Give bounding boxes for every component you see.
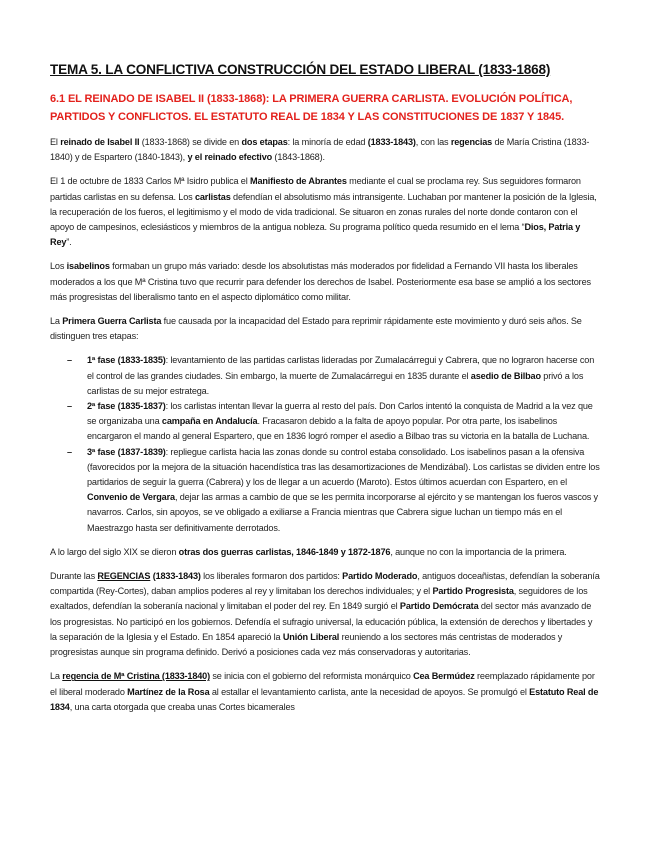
text-run: : la minoría de edad — [287, 137, 368, 147]
text-run: , una carta otorgada que creaba unas Cortes bicamerales — [69, 701, 295, 712]
bold-term: y el reinado efectivo — [187, 152, 273, 163]
text-run: del sector más avanzado de los progresistas. No participó en los gobiernos. Defendía el sufragio universal, la educación pública, la extensión de derechos y libertades y la separación de la Iglesia y el Estado. En 1854 apareció la — [50, 601, 593, 642]
bold-term: carlistas — [194, 191, 231, 202]
bold-term: 1ª fase (1833-1835) — [87, 355, 166, 366]
bold-term: Martínez de la Rosa — [127, 686, 210, 697]
paragraph-isabelinos — [50, 259, 601, 305]
text-run: : repliegue carlista hacia las zonas donde su control estaba consolidado. Los isabelinos pasan a la ofensiva (favorecidos por la mejora de la situación hacendística tras las desamortizaciones de Mendizábal). Los carlistas se dividen entre los partidarios de seguir la guerra (Cabrera) y los de llegar a un acuerdo (Maroto). Estos últimos acuerdan con Espartero, en el — [87, 446, 600, 488]
bold-term: reinado de Isabel II — [60, 137, 140, 147]
dash-bullet: – — [67, 446, 72, 457]
text-run: , dejar las armas a cambio de que se les permita incorporarse al ejército y se mantengan los fueros vascos y navarros. Carlos, sin apoyos, se ve obligado a exiliarse a Francia mientras que Cabrera sigue luchan un tiempo más en el Maestrazgo hasta ser definitivamente derrotados. — [87, 492, 598, 533]
bold-term: Dios, Patria y Rey — [50, 222, 581, 248]
text-run: El 1 de octubre de 1833 Carlos Mª Isidro publica el — [50, 176, 250, 187]
bold-term: otras dos guerras carlistas, 1846-1849 y 1872-1876 — [178, 546, 391, 557]
text-run: (1843-1868). — [272, 152, 325, 163]
underlined-term: regencia de Mª Cristina (1833-1840) — [62, 671, 210, 682]
text-run: , con las — [415, 137, 451, 147]
text-run: se inicia con el gobierno del reformista monárquico — [210, 671, 414, 682]
bold-term: 2ª fase (1835-1837) — [87, 401, 166, 412]
bold-term: (1833-1843) — [367, 137, 416, 147]
text-run: , seguidores de los exaltados, defendían la soberanía nacional y limitaban el poder del rey. En 1849 surgió el — [50, 586, 588, 612]
text-run: , aunque no con la importancia de la primera. — [390, 546, 567, 557]
bold-term: asedio de Bilbao — [470, 370, 541, 381]
bold-term: Unión Liberal — [282, 631, 340, 642]
bold-term: Manifiesto de Abrantes — [250, 176, 347, 187]
bold-term: Cea Bermúdez — [413, 671, 475, 682]
text-run: mediante el cual se proclama rey. Sus seguidores formaron partidas carlistas en su defensa. Los — [50, 176, 581, 202]
text-run: : los carlistas intentan llevar la guerra al resto del país. Don Carlos intentó la conquista de Madrid a la vez que se organizaba una — [87, 401, 593, 427]
underlined-term: REGENCIAS — [97, 571, 151, 582]
text-run: los liberales formaron dos partidos: — [200, 571, 343, 582]
paragraph-carlists — [50, 174, 601, 250]
text-run: La — [50, 316, 63, 327]
text-run: defendían el absolutismo más intransigente. Luchaban por mantener la posición de la Iglesia, la recuperación de los fueros, el legitimismo y el modo de vida tradicional. Se situaron en zonas rurales del norte donde contaron con el apoyo de campesinos, eclesiásticos y miembros de la antigua nobleza. Su programa político queda resumido en el lema “ — [50, 191, 597, 233]
list-item — [50, 353, 601, 399]
text-run: , antiguos doceañistas, defendían la soberanía compartida (Rey-Cortes), daban amplios poderes al rey y limitaban los derechos individuales; y el — [50, 571, 600, 597]
bold-term: regencias — [450, 137, 493, 147]
bold-term: Partido Demócrata — [399, 601, 479, 612]
text-run: reuniendo a los sectores más centristas de moderados y progresistas aunque sin programa definido. Derivó a posiciones cada vez más conservadoras y autoritarias. — [50, 631, 563, 658]
text-run: : levantamiento de las partidas carlistas lideradas por Zumalacárregui y Cabrera, que no lograron hacerse con el control de las grandes ciudades. Sin embargo, la muerte de Zumalacárregui en 1835 durante el — [87, 355, 595, 381]
text-run: de María Cristina (1833-1840) y de Espartero (1840-1843), — [50, 137, 590, 163]
dash-bullet: – — [67, 401, 72, 412]
text-run: ”. — [66, 237, 72, 248]
list-item — [50, 399, 601, 445]
bold-term: Partido Moderado — [342, 571, 418, 582]
text-run: Los — [50, 261, 67, 272]
bold-term: Primera Guerra Carlista — [62, 316, 162, 327]
text-run: . Fracasaron debido a la falta de apoyo popular. Por otra parte, los isabelinos encargaron el mando al general Espartero, que en 1836 logró romper el asedio a Bilbao tras su victoria en la batalla de Luchana. — [87, 416, 590, 442]
page-title: TEMA 5. LA CONFLICTIVA CONSTRUCCIÓN DEL ESTADO LIBERAL (1833-1868) — [50, 62, 551, 77]
bold-term: (1833-1843) — [150, 571, 201, 582]
text-run: fue causada por la incapacidad del Estado para reprimir rápidamente este movimiento y duró seis años. Se distinguen tres etapas: — [50, 316, 582, 342]
bold-term: isabelinos — [66, 261, 110, 272]
paragraph-first-carlist-war — [50, 314, 601, 344]
bold-term: Partido Progresista — [432, 586, 514, 597]
bold-term: dos etapas — [241, 137, 288, 147]
bold-term: Estatuto Real de 1834 — [50, 686, 599, 712]
section-heading: 6.1 EL REINADO DE ISABEL II (1833-1868): LA PRIMERA GUERRA CARLISTA. EVOLUCIÓN POLÍTICA, PARTIDOS Y CONFLICTOS. EL ESTATUTO REAL DE 1834 Y LAS CONSTITUCIONES DE 1837 Y 1845. — [50, 93, 573, 123]
list-item — [50, 445, 601, 536]
text-run: A lo largo del siglo XIX se dieron — [50, 546, 179, 557]
bold-term: 3ª fase (1837-1839) — [87, 446, 166, 457]
text-run: Durante las — [50, 571, 98, 582]
text-run: reemplazado rápidamente por el liberal moderado — [50, 671, 595, 697]
text-run: El — [50, 137, 61, 147]
text-run: La — [50, 671, 63, 682]
paragraph-regencies-parties — [50, 569, 601, 660]
bold-term: campaña en Andalucía — [161, 416, 258, 427]
text-run: (1833-1868) se divide en — [139, 137, 242, 147]
text-run: al estallar el levantamiento carlista, ante la necesidad de apoyos. Se promulgó el — [209, 686, 530, 697]
paragraph-regency-maria-cristina — [50, 669, 601, 715]
bold-term: Convenio de Vergara — [87, 492, 175, 503]
text-run: formaban un grupo más variado: desde los absolutistas más moderados por fidelidad a Fernando VII hasta los liberales moderados a los que Mª Cristina tuvo que recurrir para defender los derechos de Isabel. Posteriormente esa base se amplió a los sectores más progresistas del liberalismo tanto en el aspecto diplomático como militar. — [50, 261, 591, 302]
dash-bullet: – — [67, 355, 72, 366]
text-run: privó a los carlistas de su mejor estratega. — [87, 370, 584, 396]
paragraph-other-wars — [50, 545, 601, 560]
paragraph-reign-stages — [50, 135, 601, 165]
phase-list — [50, 353, 601, 535]
